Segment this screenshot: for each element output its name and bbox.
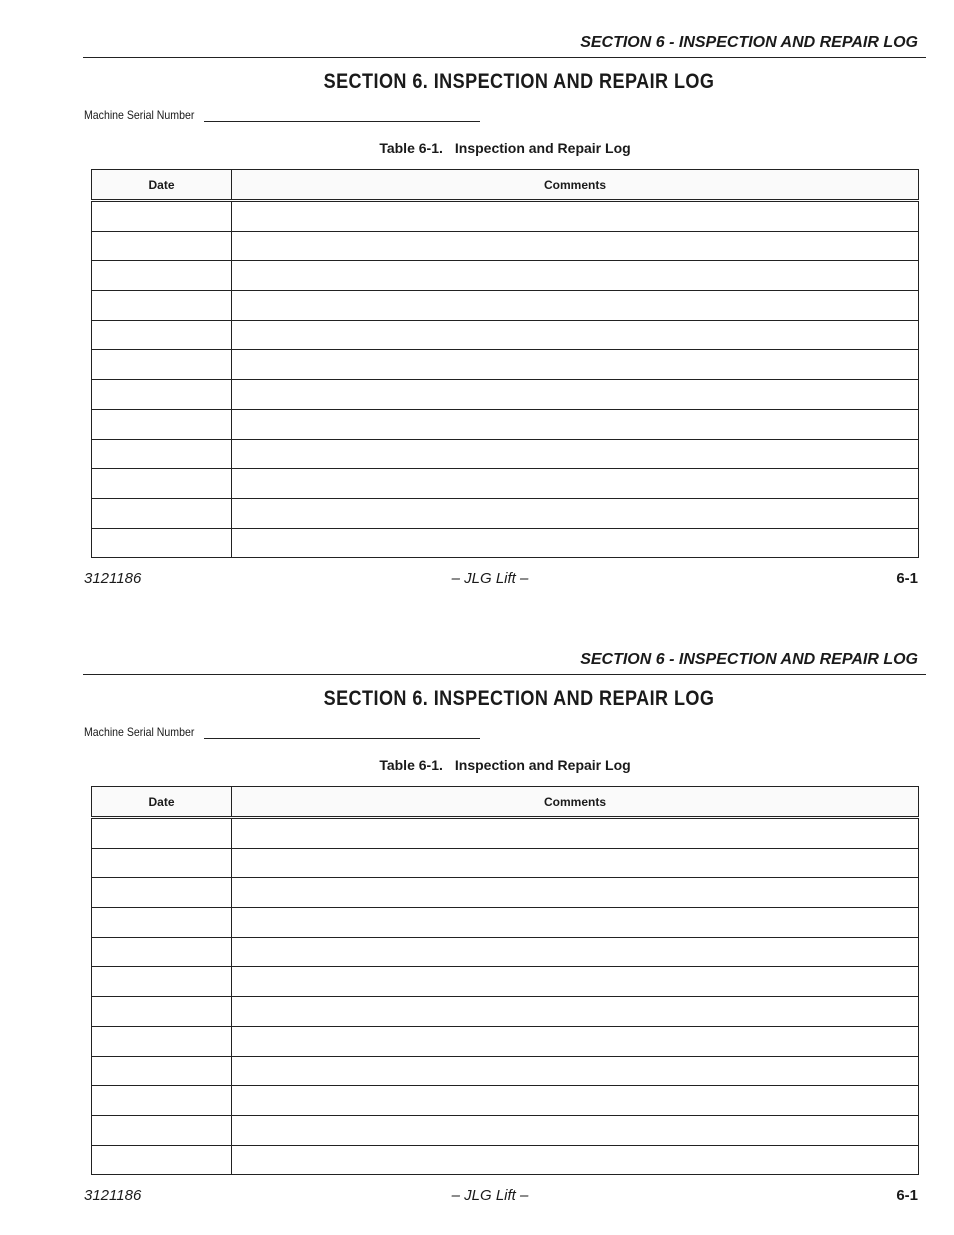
comments-cell[interactable] (232, 320, 919, 350)
comments-cell[interactable] (232, 498, 919, 528)
table-row (92, 439, 919, 469)
table-caption-title: Inspection and Repair Log (454, 757, 631, 773)
table-caption-title: Inspection and Repair Log (454, 140, 631, 156)
comments-cell[interactable] (232, 818, 919, 849)
column-header-comments: Comments (232, 787, 919, 818)
table-row (92, 967, 919, 997)
table-row (92, 1086, 919, 1116)
serial-number-label: Machine Serial Number (84, 108, 195, 122)
comments-cell[interactable] (232, 528, 919, 558)
footer-page-number: 6-1 (896, 1187, 918, 1204)
table-row (92, 409, 919, 439)
comments-cell[interactable] (232, 1115, 919, 1145)
date-cell[interactable] (92, 1056, 232, 1086)
table-caption (84, 757, 926, 773)
comments-cell[interactable] (232, 1026, 919, 1056)
table-row (92, 1145, 919, 1175)
table-header-row (92, 787, 919, 818)
serial-number-row (84, 108, 480, 122)
table-row (92, 1056, 919, 1086)
footer-document-number: 3121186 (84, 570, 142, 587)
date-cell[interactable] (92, 409, 232, 439)
comments-cell[interactable] (232, 201, 919, 232)
comments-cell[interactable] (232, 1086, 919, 1116)
footer-page-number: 6-1 (896, 570, 918, 587)
comments-cell[interactable] (232, 261, 919, 291)
table-row (92, 528, 919, 558)
date-cell[interactable] (92, 439, 232, 469)
running-header: SECTION 6 - INSPECTION AND REPAIR LOG (580, 34, 918, 51)
header-rule (83, 674, 926, 675)
footer-document-number: 3121186 (84, 1187, 142, 1204)
comments-cell[interactable] (232, 908, 919, 938)
date-cell[interactable] (92, 498, 232, 528)
date-cell[interactable] (92, 818, 232, 849)
date-cell[interactable] (92, 261, 232, 291)
serial-number-blank[interactable] (204, 108, 480, 122)
table-row (92, 1115, 919, 1145)
header-rule (83, 57, 926, 58)
comments-cell[interactable] (232, 1056, 919, 1086)
table-row (92, 320, 919, 350)
date-cell[interactable] (92, 937, 232, 967)
date-cell[interactable] (92, 908, 232, 938)
table-row (92, 848, 919, 878)
table-row (92, 469, 919, 499)
comments-cell[interactable] (232, 231, 919, 261)
date-cell[interactable] (92, 350, 232, 380)
serial-number-blank[interactable] (204, 725, 480, 739)
table-row (92, 261, 919, 291)
serial-number-row (84, 725, 480, 739)
date-cell[interactable] (92, 1145, 232, 1175)
table-row (92, 291, 919, 321)
date-cell[interactable] (92, 320, 232, 350)
table-row (92, 380, 919, 410)
date-cell[interactable] (92, 1026, 232, 1056)
column-header-comments: Comments (232, 170, 919, 201)
date-cell[interactable] (92, 878, 232, 908)
date-cell[interactable] (92, 1086, 232, 1116)
date-cell[interactable] (92, 201, 232, 232)
footer-brand: – JLG Lift – (451, 570, 529, 587)
date-cell[interactable] (92, 380, 232, 410)
table-row (92, 997, 919, 1027)
comments-cell[interactable] (232, 350, 919, 380)
date-cell[interactable] (92, 997, 232, 1027)
date-cell[interactable] (92, 469, 232, 499)
comments-cell[interactable] (232, 848, 919, 878)
inspection-log-table (91, 169, 919, 558)
section-title: SECTION 6. INSPECTION AND REPAIR LOG (323, 687, 715, 710)
page-2 (0, 617, 954, 1234)
section-title: SECTION 6. INSPECTION AND REPAIR LOG (323, 70, 715, 93)
comments-cell[interactable] (232, 469, 919, 499)
table-row (92, 350, 919, 380)
comments-cell[interactable] (232, 409, 919, 439)
table-row (92, 878, 919, 908)
log-table-body (92, 818, 919, 1175)
date-cell[interactable] (92, 1115, 232, 1145)
comments-cell[interactable] (232, 937, 919, 967)
footer-brand: – JLG Lift – (451, 1187, 529, 1204)
table-row (92, 937, 919, 967)
comments-cell[interactable] (232, 997, 919, 1027)
table-row (92, 908, 919, 938)
table-row (92, 498, 919, 528)
comments-cell[interactable] (232, 878, 919, 908)
table-caption (84, 140, 926, 156)
table-caption-number: Table 6-1. (379, 757, 443, 773)
comments-cell[interactable] (232, 439, 919, 469)
table-row (92, 231, 919, 261)
running-header: SECTION 6 - INSPECTION AND REPAIR LOG (580, 651, 918, 668)
table-row (92, 818, 919, 849)
date-cell[interactable] (92, 291, 232, 321)
comments-cell[interactable] (232, 291, 919, 321)
date-cell[interactable] (92, 528, 232, 558)
column-header-date: Date (92, 787, 232, 818)
table-caption-number: Table 6-1. (379, 140, 443, 156)
table-row (92, 201, 919, 232)
comments-cell[interactable] (232, 967, 919, 997)
date-cell[interactable] (92, 848, 232, 878)
date-cell[interactable] (92, 231, 232, 261)
column-header-date: Date (92, 170, 232, 201)
page-1 (0, 0, 954, 617)
comments-cell[interactable] (232, 380, 919, 410)
date-cell[interactable] (92, 967, 232, 997)
table-row (92, 1026, 919, 1056)
serial-number-label: Machine Serial Number (84, 725, 195, 739)
comments-cell[interactable] (232, 1145, 919, 1175)
inspection-log-table (91, 786, 919, 1175)
table-header-row (92, 170, 919, 201)
log-table-body (92, 201, 919, 558)
